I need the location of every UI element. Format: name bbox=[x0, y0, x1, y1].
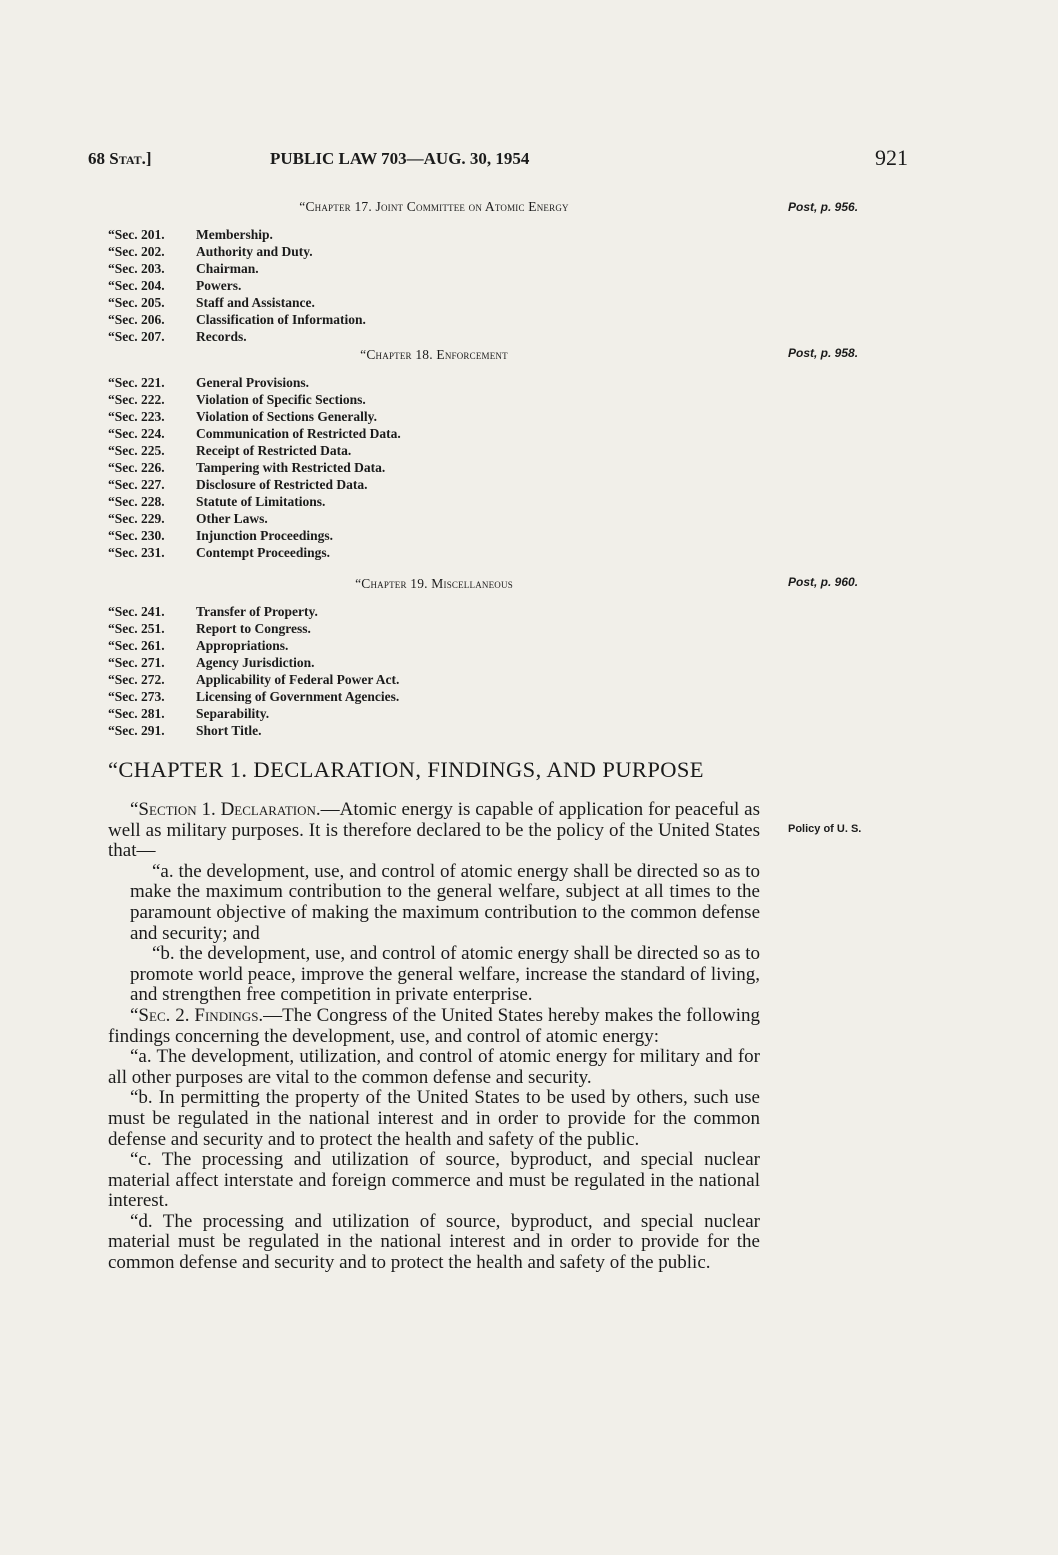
chapter-19-section-list bbox=[108, 603, 628, 739]
list-item: “Sec. 201. Membership. bbox=[108, 227, 273, 242]
section-2-item-c: “c. The processing and utilization of source, byproduct, and special nuclear material affect interstate and foreign commerce and must be regulated in the national interest. bbox=[108, 1149, 760, 1212]
section-2-paragraph: “Sec. 2. Findings.—The Congress of the United States hereby makes the following findings concerning the development, use, and control of atomic energy: bbox=[108, 1004, 760, 1047]
margin-note-chapter-19: Post, p. 960. bbox=[788, 575, 859, 589]
list-item: “Sec. 203. Chairman. bbox=[108, 261, 259, 276]
statute-reference: 68 Stat.] bbox=[88, 149, 152, 168]
list-item: “Sec. 228. Statute of Limitations. bbox=[108, 494, 326, 509]
list-item: “Sec. 273. Licensing of Government Agencies. bbox=[108, 689, 400, 704]
list-item: “Sec. 202. Authority and Duty. bbox=[108, 244, 313, 259]
chapter-17-section-list bbox=[108, 226, 628, 345]
list-item: “Sec. 227. Disclosure of Restricted Data. bbox=[108, 477, 368, 492]
list-item: “Sec. 226. Tampering with Restricted Data. bbox=[108, 460, 386, 475]
list-item: “Sec. 222. Violation of Specific Sections. bbox=[108, 392, 366, 407]
section-1-item-b: “b. the development, use, and control of atomic energy shall be directed so as to promote world peace, improve the general welfare, increase the standard of living, and strengthen free competition in private enterprise. bbox=[130, 943, 760, 1006]
list-item: “Sec. 206. Classification of Information. bbox=[108, 312, 366, 327]
section-1-label: “Section 1. Declaration. bbox=[130, 799, 321, 820]
running-title: PUBLIC LAW 703—AUG. 30, 1954 bbox=[270, 149, 530, 168]
list-item: “Sec. 223. Violation of Sections Generally. bbox=[108, 409, 377, 424]
chapter-18-heading: “Chapter 18. Enforcement bbox=[360, 347, 508, 362]
section-2-item-b: “b. In permitting the property of the United States to be used by others, such use must be regulated in the national interest and in order to provide for the common defense and security and to protect the health and safety of the public. bbox=[108, 1087, 760, 1150]
section-2-label: “Sec. 2. Findings. bbox=[130, 1004, 264, 1026]
section-2-item-d: “d. The processing and utilization of source, byproduct, and special nuclear material must be regulated in the national interest and in order to provide for the common defense and security and to protect the health and safety of the public. bbox=[108, 1210, 760, 1274]
chapter-1-body bbox=[108, 800, 760, 1274]
list-item: “Sec. 251. Report to Congress. bbox=[108, 621, 311, 636]
list-item: “Sec. 261. Appropriations. bbox=[108, 638, 289, 653]
list-item: “Sec. 229. Other Laws. bbox=[108, 511, 268, 526]
list-item: “Sec. 230. Injunction Proceedings. bbox=[108, 528, 334, 543]
list-item: “Sec. 224. Communication of Restricted Data. bbox=[108, 426, 401, 441]
chapter-19-heading: “Chapter 19. Miscellaneous bbox=[355, 576, 513, 591]
section-1-paragraph: “Section 1. Declaration.—Atomic energy is capable of application for peaceful as well as military purposes. It is therefore declared to be the policy of the United States that— bbox=[108, 799, 760, 862]
section-1-item-a: “a. the development, use, and control of atomic energy shall be directed so as to make the maximum contribution to the general welfare, subject at all times to the paramount objective of making the maximum contribution to the common defense and security; and bbox=[130, 860, 760, 944]
list-item: “Sec. 291. Short Title. bbox=[108, 723, 262, 738]
page-number: 921 bbox=[875, 145, 908, 170]
list-item: “Sec. 231. Contempt Proceedings. bbox=[108, 545, 330, 560]
list-item: “Sec. 241. Transfer of Property. bbox=[108, 604, 318, 619]
list-item: “Sec. 281. Separability. bbox=[108, 706, 270, 721]
list-item: “Sec. 207. Records. bbox=[108, 329, 247, 344]
page-header bbox=[88, 145, 908, 175]
list-item: “Sec. 205. Staff and Assistance. bbox=[108, 295, 315, 310]
list-item: “Sec. 225. Receipt of Restricted Data. bbox=[108, 443, 352, 458]
section-2-item-a: “a. The development, utilization, and control of atomic energy for military and for all other purposes are vital to the common defense and security. bbox=[108, 1046, 760, 1088]
chapter-17-heading: “Chapter 17. Joint Committee on Atomic Energy bbox=[299, 199, 569, 214]
margin-note-chapter-18: Post, p. 958. bbox=[788, 346, 859, 360]
list-item: “Sec. 221. General Provisions. bbox=[108, 375, 309, 390]
list-item: “Sec. 272. Applicability of Federal Power Act. bbox=[108, 672, 400, 687]
margin-note-chapter-17: Post, p. 956. bbox=[788, 200, 859, 214]
list-item: “Sec. 271. Agency Jurisdiction. bbox=[108, 655, 315, 670]
margin-note-policy: Policy of U. S. bbox=[788, 823, 862, 835]
list-item: “Sec. 204. Powers. bbox=[108, 278, 242, 293]
chapter-1-heading: “CHAPTER 1. DECLARATION, FINDINGS, AND PURPOSE bbox=[108, 757, 704, 782]
chapter-18-section-list bbox=[108, 374, 628, 561]
